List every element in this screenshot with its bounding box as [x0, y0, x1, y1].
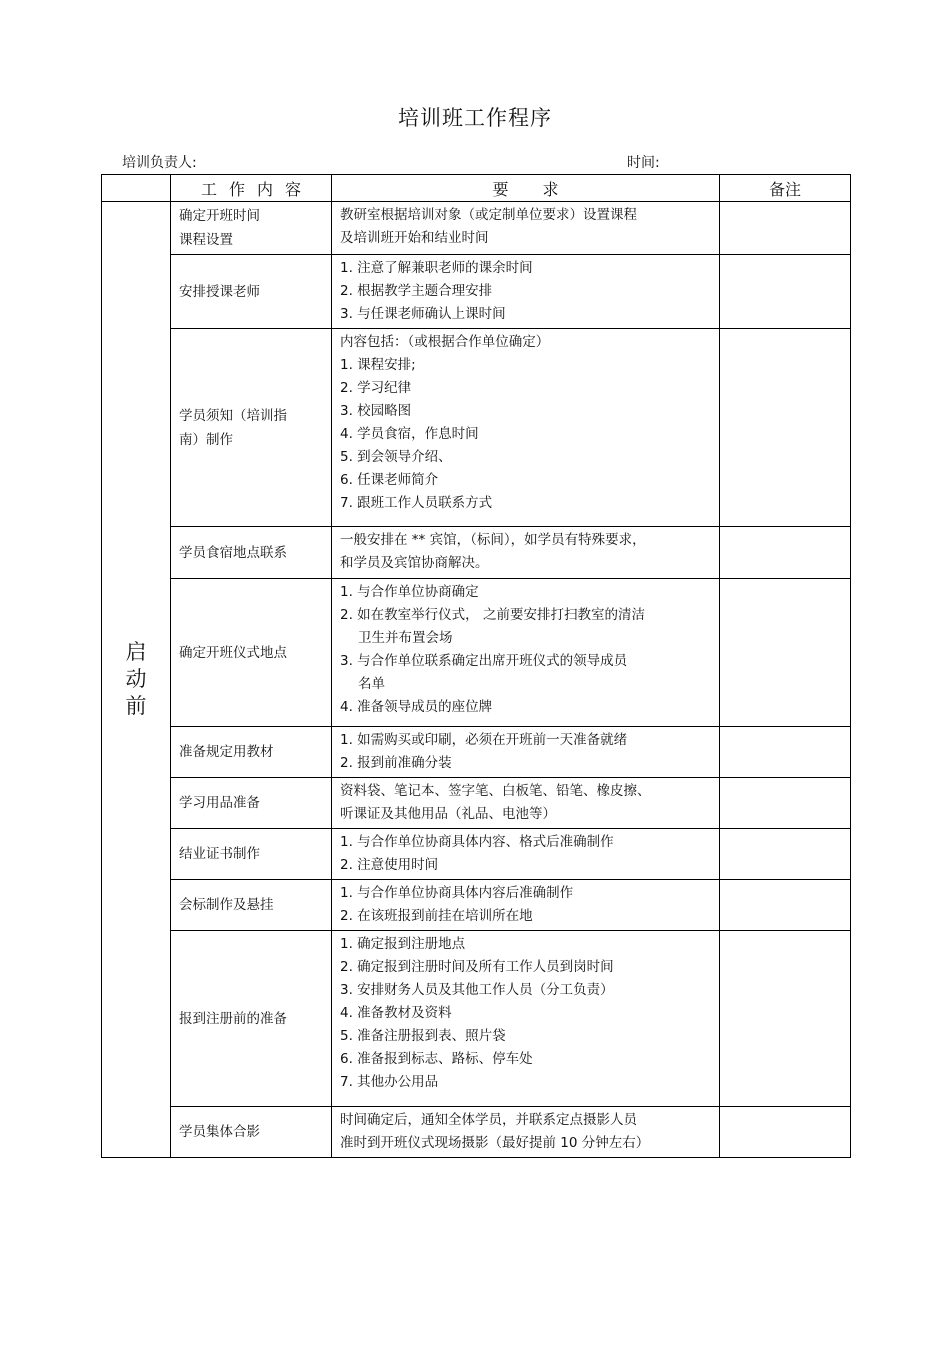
note-cell [720, 1107, 851, 1158]
table-row [102, 202, 851, 255]
task-text: 报到注册前的准备 [179, 1010, 287, 1027]
task-text: 结业证书制作 [179, 846, 260, 862]
task-cell [171, 527, 332, 579]
requirement-text: 6. 准备报到标志、路标、停车处 [340, 1051, 533, 1067]
requirement-text: 1. 与合作单位协商具体内容、格式后准确制作 [340, 834, 614, 850]
requirement-text: 2. 学习纪律 [340, 380, 412, 396]
requirement-text: 1. 如需购买或印刷，必须在开班前一天准备就绪 [340, 732, 628, 748]
task-text: 南）制作 [179, 431, 233, 448]
task-text: 确定开班仪式地点 [179, 644, 287, 661]
requirement-text: 3. 校园略图 [340, 403, 412, 419]
requirement-cell [332, 931, 720, 1107]
phase-cell [102, 202, 171, 1158]
note-cell [720, 880, 851, 931]
requirement-text: 7. 其他办公用品 [340, 1074, 439, 1090]
requirement-text: 5. 到会领导介绍、 [340, 449, 452, 465]
header-task: 工作内容 [171, 175, 332, 202]
requirement-text: 内容包括：（或根据合作单位确定） [340, 334, 550, 350]
phase-label: 启动前 [125, 640, 147, 718]
procedure-table [101, 174, 851, 1158]
requirement-text: 3. 安排财务人员及其他工作人员（分工负责） [340, 982, 614, 998]
requirement-text: 及培训班开始和结业时间 [340, 230, 489, 246]
note-cell [720, 579, 851, 727]
table-row [102, 778, 851, 829]
requirement-text: 2. 确定报到注册时间及所有工作人员到岗时间 [340, 959, 614, 975]
requirement-text: 3. 与任课老师确认上课时间 [340, 306, 506, 322]
requirement-text: 2. 注意使用时间 [340, 857, 439, 873]
task-cell [171, 880, 332, 931]
requirement-text: 教研室根据培训对象（或定制单位要求）设置课程 [340, 207, 637, 223]
task-cell [171, 829, 332, 880]
note-cell [720, 829, 851, 880]
requirement-text: 名单 [358, 676, 385, 692]
requirement-text: 4. 准备教材及资料 [340, 1005, 452, 1021]
task-cell [171, 255, 332, 329]
requirement-text: 和学员及宾馆协商解决。 [340, 555, 489, 571]
requirement-cell [332, 202, 720, 255]
requirement-text: 1. 与合作单位协商具体内容后准确制作 [340, 885, 574, 901]
task-text: 会标制作及悬挂 [179, 897, 274, 913]
requirement-cell [332, 880, 720, 931]
requirement-text: 4. 准备领导成员的座位牌 [340, 699, 493, 715]
requirement-text: 听课证及其他用品（礼品、电池等） [340, 806, 556, 822]
owner-label: 培训负责人: [122, 155, 197, 171]
task-text: 学员集体合影 [179, 1124, 260, 1140]
task-text: 学员食宿地点联系 [179, 544, 287, 561]
table-row [102, 829, 851, 880]
requirement-text: 一般安排在 ** 宾馆，（标间），如学员有特殊要求， [340, 532, 646, 548]
note-cell [720, 931, 851, 1107]
requirement-cell [332, 727, 720, 778]
table-row [102, 727, 851, 778]
task-cell [171, 329, 332, 527]
task-cell [171, 1107, 332, 1158]
table-row [102, 527, 851, 579]
requirement-text: 4. 学员食宿，作息时间 [340, 426, 479, 442]
task-text: 准备规定用教材 [179, 744, 274, 760]
requirement-text: 2. 报到前准确分装 [340, 755, 452, 771]
task-text: 学员须知（培训指 [179, 407, 287, 424]
requirement-text: 3. 与合作单位联系确定出席开班仪式的领导成员 [340, 653, 628, 669]
task-cell [171, 579, 332, 727]
requirement-text: 准时到开班仪式现场摄影（最好提前 10 分钟左右） [340, 1135, 650, 1151]
task-text: 课程设置 [179, 232, 233, 248]
task-cell [171, 202, 332, 255]
requirement-cell [332, 1107, 720, 1158]
note-cell [720, 255, 851, 329]
requirement-cell [332, 329, 720, 527]
requirement-text: 1. 注意了解兼职老师的课余时间 [340, 260, 533, 276]
note-cell [720, 727, 851, 778]
header-requirement: 要求 [332, 175, 720, 202]
requirement-cell [332, 527, 720, 579]
requirement-cell [332, 778, 720, 829]
header-note: 备注 [720, 175, 851, 202]
requirement-text: 6. 任课老师简介 [340, 472, 439, 488]
table-header-row [102, 175, 851, 202]
note-cell [720, 778, 851, 829]
requirement-text: 1. 确定报到注册地点 [340, 936, 466, 952]
header-phase [102, 175, 171, 202]
requirement-text: 资料袋、笔记本、签字笔、白板笔、铅笔、橡皮擦、 [340, 783, 651, 799]
requirement-text: 时间确定后，通知全体学员，并联系定点摄影人员 [340, 1112, 637, 1128]
task-cell [171, 778, 332, 829]
document-title: 培训班工作程序 [398, 106, 552, 130]
requirement-text: 卫生并布置会场 [358, 630, 453, 646]
requirement-text: 1. 课程安排; [340, 357, 416, 373]
note-cell [720, 329, 851, 527]
table-row [102, 931, 851, 1107]
table-row [102, 880, 851, 931]
requirement-cell [332, 829, 720, 880]
task-text: 安排授课老师 [179, 283, 260, 300]
task-cell [171, 727, 332, 778]
requirement-cell [332, 579, 720, 727]
requirement-text: 1. 与合作单位协商确定 [340, 584, 479, 600]
requirement-text: 2. 在该班报到前挂在培训所在地 [340, 908, 533, 924]
table-row [102, 255, 851, 329]
requirement-cell [332, 255, 720, 329]
requirement-text: 2. 如在教室举行仪式， 之前要安排打扫教室的清洁 [340, 607, 645, 623]
table-row [102, 579, 851, 727]
time-label: 时间: [627, 155, 660, 171]
requirement-text: 5. 准备注册报到表、照片袋 [340, 1028, 506, 1044]
requirement-text: 7. 跟班工作人员联系方式 [340, 495, 493, 511]
task-cell [171, 931, 332, 1107]
task-text: 学习用品准备 [179, 795, 260, 811]
task-text: 确定开班时间 [179, 208, 260, 224]
note-cell [720, 527, 851, 579]
table-row [102, 1107, 851, 1158]
note-cell [720, 202, 851, 255]
table-row [102, 329, 851, 527]
requirement-text: 2. 根据教学主题合理安排 [340, 283, 493, 299]
